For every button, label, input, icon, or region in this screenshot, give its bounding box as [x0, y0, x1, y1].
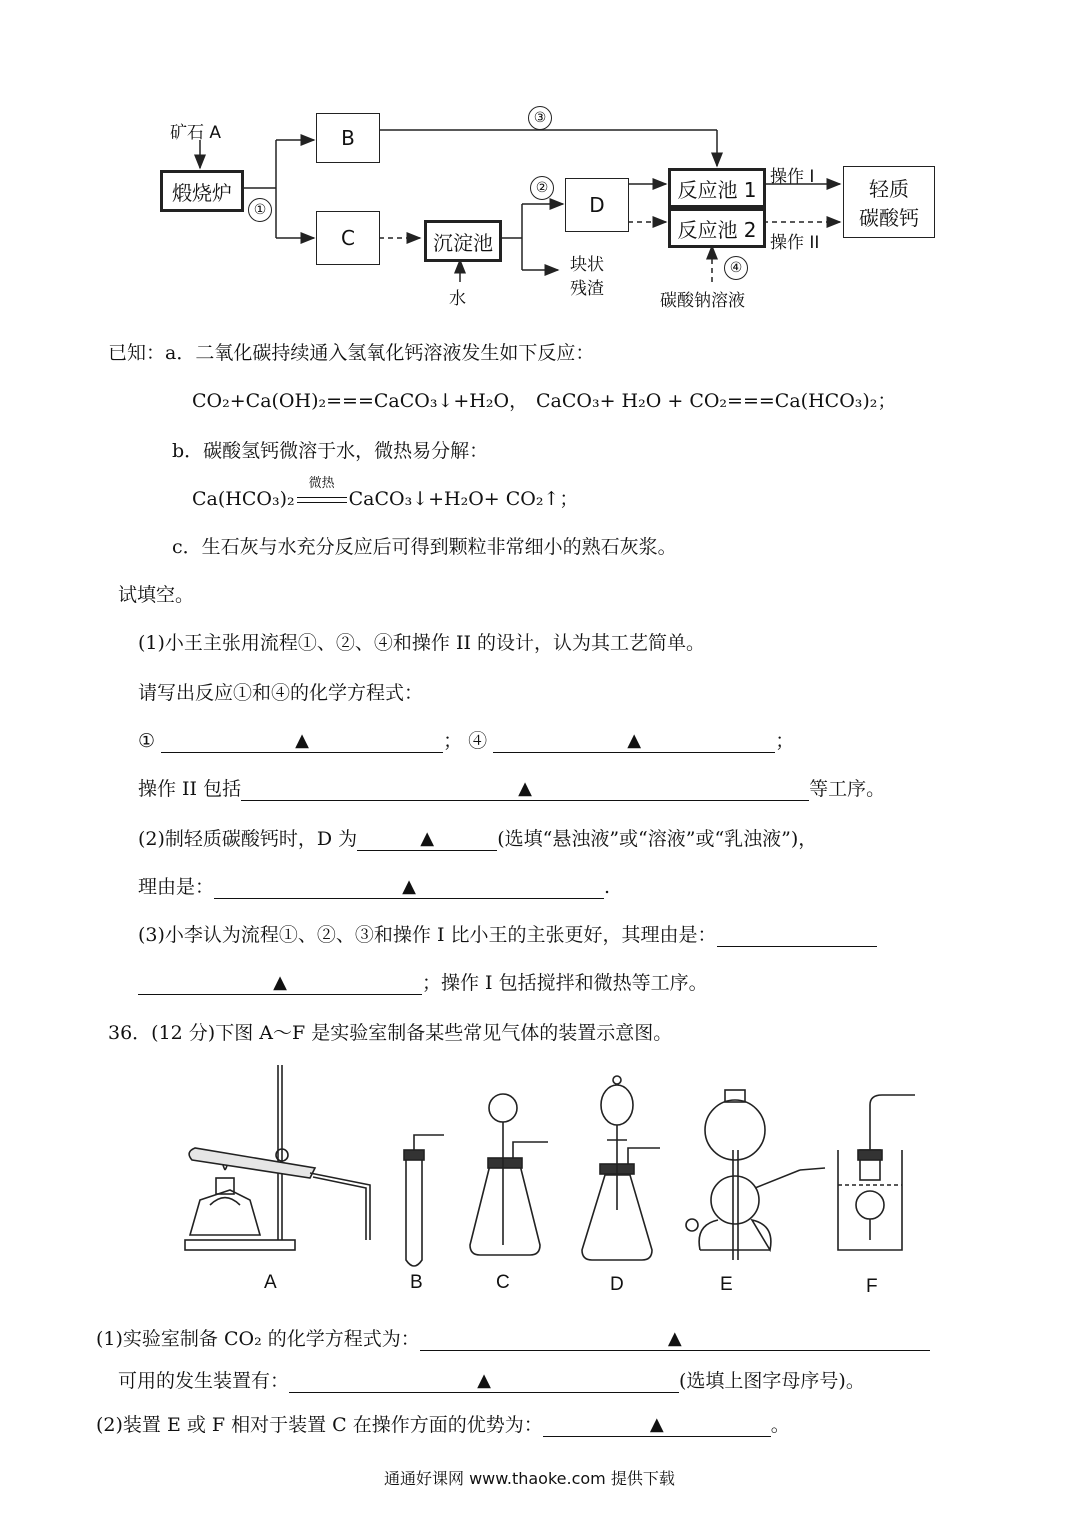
known-b: b．碳酸氢钙微溶于水，微热易分解：	[172, 440, 489, 462]
residue-label-1: 块状	[570, 255, 604, 275]
terminator: ；	[775, 730, 795, 752]
water-label: 水	[449, 289, 466, 309]
question-36-intro: 36．(12 分)下图 A～F 是实验室制备某些常见气体的装置示意图。	[108, 1022, 673, 1044]
apparatus-f	[838, 1095, 915, 1250]
equation-b	[192, 476, 579, 511]
question-36-1b-tail: (选填上图字母序号)。	[679, 1370, 865, 1392]
operation-1-label: 操作 I	[770, 167, 815, 187]
precipitation-tank: 沉淀池	[424, 220, 502, 262]
question-36-2-end: 。	[770, 1414, 790, 1436]
apparatus-a	[185, 1065, 370, 1250]
answer-blank-reason[interactable]: ▲	[214, 878, 604, 899]
operation-2-label: 操作 II	[770, 233, 820, 253]
question-3-tail: ；操作 I 包括搅拌和微热等工序。	[422, 972, 708, 994]
known-c: c．生石灰与水充分反应后可得到颗粒非常细小的熟石灰浆。	[172, 536, 677, 558]
footer-credit: 通通好课网 www.thaoke.com 提供下载	[384, 1469, 675, 1488]
equation-a1: CO₂+Ca(OH)₂===CaCO₃↓+H₂O，	[192, 390, 529, 412]
label-d: D	[610, 1274, 624, 1295]
question-3: (3)小李认为流程①、②、③和操作 I 比小王的主张更好，其理由是：	[138, 924, 717, 946]
question-3-cont-row	[138, 968, 708, 995]
operation-2-suffix: 等工序。	[809, 778, 886, 800]
question-36-1b-row	[118, 1366, 865, 1393]
step-3-marker: ③	[528, 106, 552, 130]
question-36-2: (2)装置 E 或 F 相对于装置 C 在操作方面的优势为：	[96, 1414, 543, 1436]
equation-1-label: ①	[138, 730, 156, 752]
box-c: C	[316, 211, 380, 265]
equation-b-right: CaCO₃↓+H₂O+ CO₂↑；	[348, 488, 579, 510]
answer-blank-co2-equation[interactable]: ▲	[420, 1330, 930, 1351]
reason-prompt: 理由是：	[138, 876, 215, 898]
answer-row-operation-2	[138, 774, 885, 801]
answer-blank-advantage[interactable]: ▲	[543, 1416, 771, 1437]
step-4-marker: ④	[724, 256, 748, 280]
apparatus-b	[404, 1135, 444, 1266]
reason-end: .	[604, 876, 611, 898]
fill-instruction: 试填空。	[118, 584, 195, 606]
step-1-marker: ①	[248, 198, 272, 222]
label-b: B	[410, 1272, 423, 1293]
box-b: B	[316, 113, 380, 163]
step-2-marker: ②	[530, 176, 554, 200]
question-36-1b: 可用的发生装置有：	[118, 1370, 290, 1392]
product-label-1: 轻质	[869, 177, 909, 201]
sodium-carbonate-label: 碳酸钠溶液	[660, 291, 745, 311]
answer-blank-equation-1[interactable]: ▲	[161, 732, 443, 753]
answer-blank-d[interactable]: ▲	[357, 830, 497, 851]
reaction-pool-1: 反应池 1	[668, 168, 766, 208]
question-2-row	[138, 824, 817, 851]
apparatus-d	[582, 1076, 660, 1260]
product-box	[843, 166, 935, 238]
apparatus-e	[686, 1090, 825, 1260]
question-36-1: (1)实验室制备 CO₂ 的化学方程式为：	[96, 1328, 420, 1350]
label-a: A	[264, 1272, 277, 1293]
answer-row-equations	[138, 726, 794, 753]
question-1: (1)小王主张用流程①、②、④和操作 II 的设计，认为其工艺简单。	[138, 632, 706, 654]
product-label-2: 碳酸钙	[859, 206, 919, 230]
answer-blank-apparatus[interactable]: ▲	[289, 1372, 679, 1393]
question-2-options: (选填“悬浊液”或“溶液”或“乳浊液”)，	[497, 828, 818, 850]
equation-b-left: Ca(HCO₃)₂	[192, 488, 295, 510]
box-d: D	[565, 178, 629, 232]
answer-blank-operation-2[interactable]: ▲	[241, 780, 809, 801]
residue-label-2: 残渣	[570, 279, 604, 299]
label-e: E	[720, 1274, 733, 1295]
answer-blank-q3-start[interactable]	[717, 926, 877, 947]
equation-4-label: ④	[468, 730, 488, 752]
equation-b-condition: 微热	[295, 488, 349, 510]
question-3-row	[138, 920, 877, 947]
label-c: C	[496, 1272, 510, 1293]
label-f: F	[866, 1276, 878, 1297]
question-2: (2)制轻质碳酸钙时，D 为	[138, 828, 358, 850]
operation-2-prompt: 操作 II 包括	[138, 778, 242, 800]
question-2-reason-row	[138, 872, 610, 899]
apparatus-figure	[170, 1060, 930, 1275]
question-36-1-row	[96, 1324, 930, 1351]
apparatus-c	[470, 1094, 548, 1255]
furnace-box: 煅烧炉	[160, 170, 244, 212]
reaction-pool-2: 反应池 2	[668, 208, 766, 248]
ore-label: 矿石 A	[170, 123, 222, 143]
question-36-2-row	[96, 1410, 790, 1437]
equation-a2: CaCO₃+ H₂O + CO₂===Ca(HCO₃)₂；	[536, 390, 897, 412]
question-1-prompt: 请写出反应①和④的化学方程式：	[138, 682, 424, 704]
separator: ；	[443, 730, 463, 752]
known-a: 已知：a．二氧化碳持续通入氢氧化钙溶液发生如下反应：	[108, 342, 595, 364]
flow-arrows	[0, 0, 1087, 320]
answer-blank-equation-4[interactable]: ▲	[493, 732, 775, 753]
answer-blank-q3[interactable]: ▲	[138, 974, 422, 995]
